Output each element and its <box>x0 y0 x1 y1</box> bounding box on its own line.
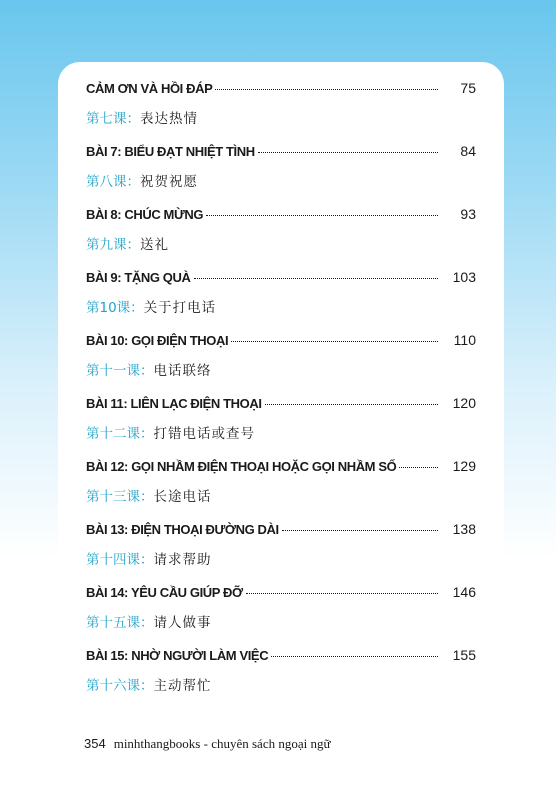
lesson-number: 第十一课： <box>86 363 154 379</box>
dot-leader <box>258 151 438 153</box>
toc-lesson-heading[interactable] <box>86 293 476 324</box>
dot-leader <box>282 529 438 531</box>
toc-entry-title: BÀI 9: TẶNG QUÀ <box>86 270 191 285</box>
toc-entry-page: 129 <box>452 458 476 474</box>
toc-entry-page: 84 <box>460 143 476 159</box>
dot-leader <box>215 88 438 90</box>
toc-entry-title: BÀI 11: LIÊN LẠC ĐIỆN THOẠI <box>86 396 262 411</box>
dot-leader <box>194 277 438 279</box>
toc-entry[interactable] <box>86 576 476 608</box>
lesson-title-chinese: 表达热情 <box>140 111 198 127</box>
lesson-title-chinese: 电话联络 <box>153 363 212 379</box>
toc-entry-title: BÀI 7: BIỂU ĐẠT NHIỆT TÌNH <box>86 144 255 159</box>
toc-entry-title: BÀI 8: CHÚC MỪNG <box>86 207 204 222</box>
lesson-number: 第10课： <box>86 300 144 316</box>
toc-lesson-heading[interactable] <box>86 671 476 702</box>
toc-entry[interactable] <box>86 513 476 545</box>
toc-entry-page: 138 <box>452 521 476 537</box>
lesson-title-chinese: 请求帮助 <box>153 552 212 568</box>
toc-entry-page: 146 <box>452 584 476 600</box>
footer-page-number: 354 <box>84 736 106 751</box>
toc-lesson-heading[interactable] <box>86 356 476 387</box>
toc-entry[interactable] <box>86 72 476 104</box>
toc-entry[interactable] <box>86 135 476 167</box>
dot-leader <box>206 214 438 216</box>
toc-entry-page: 120 <box>452 395 476 411</box>
footer-brand: minhthangbooks - chuyên sách ngoại ngữ <box>113 736 331 751</box>
lesson-number: 第十六课： <box>86 678 154 694</box>
lesson-number: 第九课： <box>86 237 140 253</box>
toc-entry[interactable] <box>86 450 476 482</box>
toc-entry-page: 155 <box>452 647 476 663</box>
toc-lesson-heading[interactable] <box>86 167 476 198</box>
lesson-number: 第十四课： <box>86 552 154 568</box>
dot-leader <box>399 466 438 468</box>
toc-entry[interactable] <box>86 639 476 671</box>
toc-entry-page: 93 <box>460 206 476 222</box>
lesson-number: 第七课： <box>86 111 140 127</box>
toc-lesson-heading[interactable] <box>86 104 476 135</box>
lesson-number: 第十五课： <box>86 615 154 631</box>
dot-leader <box>271 655 438 657</box>
toc-entry[interactable] <box>86 198 476 230</box>
toc-entry-title: BÀI 14: YÊU CẦU GIÚP ĐỠ <box>86 585 243 600</box>
lesson-title-chinese: 主动帮忙 <box>153 678 212 694</box>
toc-entry[interactable] <box>86 324 476 356</box>
lesson-title-chinese: 打错电话或查号 <box>153 426 255 442</box>
lesson-number: 第十二课： <box>86 426 154 442</box>
toc-lesson-heading[interactable] <box>86 545 476 576</box>
toc-entry-title: BÀI 15: NHỜ NGƯỜI LÀM VIỆC <box>86 648 269 663</box>
dot-leader <box>231 340 438 342</box>
lesson-number: 第八课： <box>86 174 140 190</box>
toc-entry-page: 75 <box>460 80 476 96</box>
lesson-title-chinese: 送礼 <box>140 237 169 253</box>
toc-lesson-heading[interactable] <box>86 230 476 261</box>
lesson-number: 第十三课： <box>86 489 154 505</box>
lesson-title-chinese: 祝贺祝愿 <box>140 174 198 190</box>
toc-entry-title: BÀI 12: GỌI NHẦM ĐIỆN THOẠI HOẶC GỌI NHẦM SỐ <box>86 459 397 474</box>
toc-lesson-heading[interactable] <box>86 608 476 639</box>
toc-lesson-heading[interactable] <box>86 482 476 513</box>
toc-entry-page: 103 <box>452 269 476 285</box>
dot-leader <box>265 403 438 405</box>
lesson-title-chinese: 请人做事 <box>153 615 212 631</box>
lesson-title-chinese: 关于打电话 <box>143 300 217 316</box>
lesson-title-chinese: 长途电话 <box>153 489 212 505</box>
page-footer <box>84 736 331 752</box>
toc-entry-title: BÀI 13: ĐIỆN THOẠI ĐƯỜNG DÀI <box>86 522 279 537</box>
toc-entry-page: 110 <box>453 332 476 348</box>
toc-entry[interactable] <box>86 261 476 293</box>
toc-entry[interactable] <box>86 387 476 419</box>
toc-lesson-heading[interactable] <box>86 419 476 450</box>
dot-leader <box>246 592 438 594</box>
toc-entry-title: BÀI 10: GỌI ĐIỆN THOẠI <box>86 333 229 348</box>
toc-entry-title: CẢM ƠN VÀ HỒI ĐÁP <box>86 81 213 96</box>
table-of-contents <box>86 72 476 702</box>
